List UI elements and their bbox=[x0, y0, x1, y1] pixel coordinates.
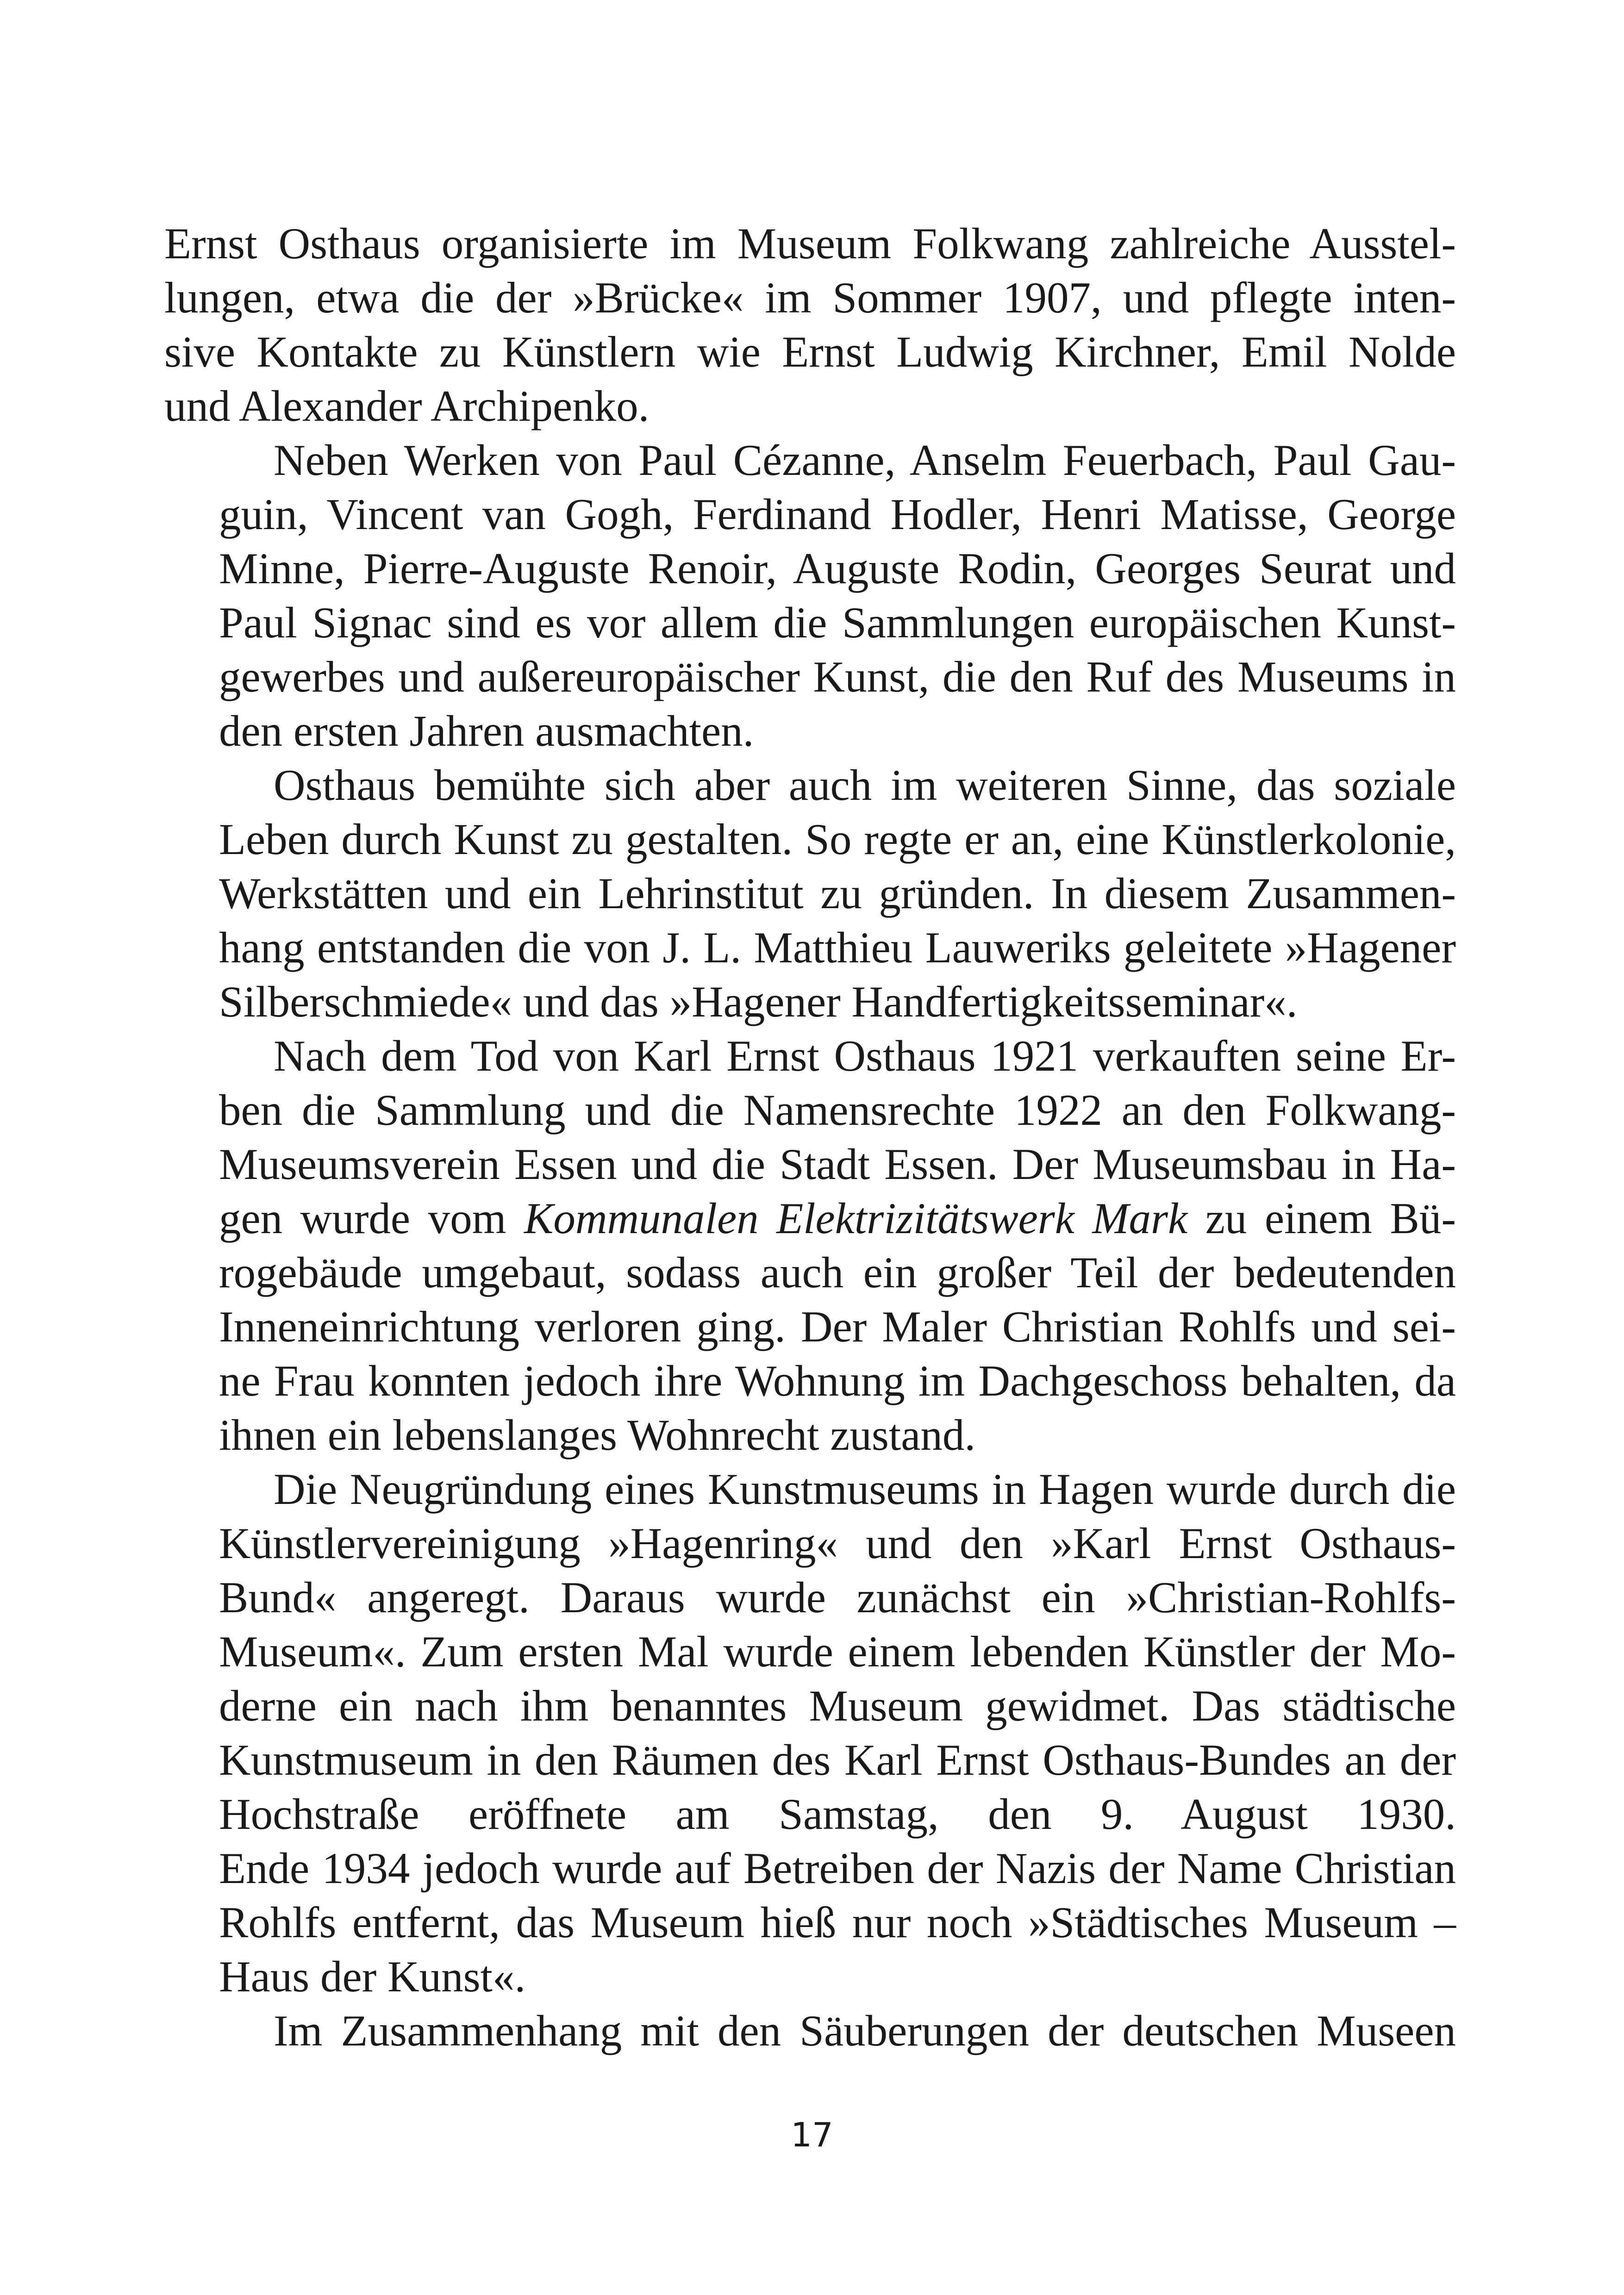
text-line: Kunstmuseum in den Räumen des Karl Ernst Osthaus-Bundes an der bbox=[219, 1735, 1456, 1784]
paragraph-4 bbox=[164, 1029, 1456, 1462]
text-line: Hochstraße eröffnete am Samstag, den 9. August 1930. bbox=[219, 1790, 1456, 1839]
text-line-content: Neben Werken von Paul Cézanne, Anselm Feuerbach, Paul Gau- bbox=[274, 436, 1456, 485]
text-line: Leben durch Kunst zu gestalten. So regte er an, eine Künstlerkolonie, bbox=[219, 815, 1456, 864]
text-line-first bbox=[164, 433, 1456, 487]
text-line-content: Osthaus bemühte sich aber auch im weiteren Sinne, das soziale bbox=[274, 761, 1456, 810]
text-line: Museum«. Zum ersten Mal wurde einem lebenden Künstler der Mo- bbox=[219, 1627, 1456, 1676]
paragraph-3 bbox=[164, 758, 1456, 1029]
text-line: Künstlervereinigung »Hagenring« und den »Karl Ernst Osthaus- bbox=[219, 1519, 1456, 1568]
text-line: Werkstätten und ein Lehrinstitut zu gründen. In diesem Zusammen- bbox=[219, 869, 1456, 918]
text-line: gewerbes und außereuropäischer Kunst, die den Ruf des Museums in bbox=[219, 652, 1456, 701]
text-line: Haus der Kunst«. bbox=[219, 1952, 526, 2001]
text-line-first bbox=[164, 2004, 1456, 2058]
paragraph-1 bbox=[164, 217, 1456, 433]
text-line: den ersten Jahren ausmachten. bbox=[219, 706, 754, 755]
text-line-content: Nach dem Tod von Karl Ernst Osthaus 1921 verkauften seine Er- bbox=[274, 1031, 1456, 1080]
text-segment: zu einem Bü- bbox=[1187, 1194, 1456, 1243]
page-number: 17 bbox=[791, 2115, 833, 2154]
text-line: Inneneinrichtung verloren ging. Der Maler Christian Rohlfs und sei- bbox=[219, 1302, 1456, 1351]
text-line: ben die Sammlung und die Namensrechte 1922 an den Folkwang- bbox=[219, 1085, 1456, 1135]
text-line: guin, Vincent van Gogh, Ferdinand Hodler, Henri Matisse, George bbox=[219, 490, 1456, 539]
text-line-with-italic bbox=[164, 1191, 1456, 1246]
text-line: sive Kontakte zu Künstlern wie Ernst Ludwig Kirchner, Emil Nolde bbox=[164, 327, 1456, 376]
text-line-first bbox=[164, 1029, 1456, 1083]
text-line: Museumsverein Essen und die Stadt Essen. Der Museumsbau in Ha- bbox=[219, 1140, 1456, 1189]
text-line-content: Die Neugründung eines Kunstmuseums in Hagen wurde durch die bbox=[274, 1465, 1456, 1514]
text-line: Minne, Pierre-Auguste Renoir, Auguste Rodin, Georges Seurat und bbox=[219, 544, 1456, 593]
text-line: ne Frau konnten jedoch ihre Wohnung im Dachgeschoss behalten, da bbox=[219, 1356, 1456, 1405]
text-line: lungen, etwa die der »Brücke« im Sommer 1907, und pflegte inten- bbox=[164, 273, 1456, 322]
text-line-first bbox=[164, 758, 1456, 812]
text-line: Ernst Osthaus organisierte im Museum Folkwang zahlreiche Ausstel- bbox=[164, 219, 1456, 268]
text-line: hang entstanden die von J. L. Matthieu Lauweriks geleitete »Hagener bbox=[219, 923, 1456, 972]
paragraph-2 bbox=[164, 433, 1456, 758]
text-line: rogebäude umgebaut, sodass auch ein großer Teil der bedeutenden bbox=[219, 1248, 1456, 1297]
text-line: Silberschmiede« und das »Hagener Handfertigkeitsseminar«. bbox=[219, 977, 1298, 1026]
text-line: Bund« angeregt. Daraus wurde zunächst ein »Christian-Rohlfs- bbox=[219, 1573, 1456, 1622]
text-line: derne ein nach ihm benanntes Museum gewidmet. Das städtische bbox=[219, 1681, 1456, 1730]
italic-company-name: Kommunalen Elektrizitätswerk Mark bbox=[524, 1194, 1188, 1243]
text-line-first bbox=[164, 1462, 1456, 1516]
text-segment: gen wurde vom bbox=[219, 1194, 524, 1243]
text-line: ihnen ein lebenslanges Wohnrecht zustand. bbox=[219, 1410, 976, 1459]
text-line: Paul Signac sind es vor allem die Sammlungen europäischen Kunst- bbox=[219, 598, 1456, 647]
text-line-content: Im Zusammenhang mit den Säuberungen der deutschen Museen bbox=[274, 2006, 1456, 2055]
text-line: Rohlfs entfernt, das Museum hieß nur noch »Städtisches Museum – bbox=[219, 1898, 1456, 1947]
paragraph-6 bbox=[164, 2004, 1456, 2058]
text-line: und Alexander Archipenko. bbox=[164, 381, 650, 430]
paragraph-5 bbox=[164, 1462, 1456, 2004]
body-text bbox=[164, 217, 1456, 2058]
text-line: Ende 1934 jedoch wurde auf Betreiben der Nazis der Name Christian bbox=[219, 1844, 1456, 1893]
